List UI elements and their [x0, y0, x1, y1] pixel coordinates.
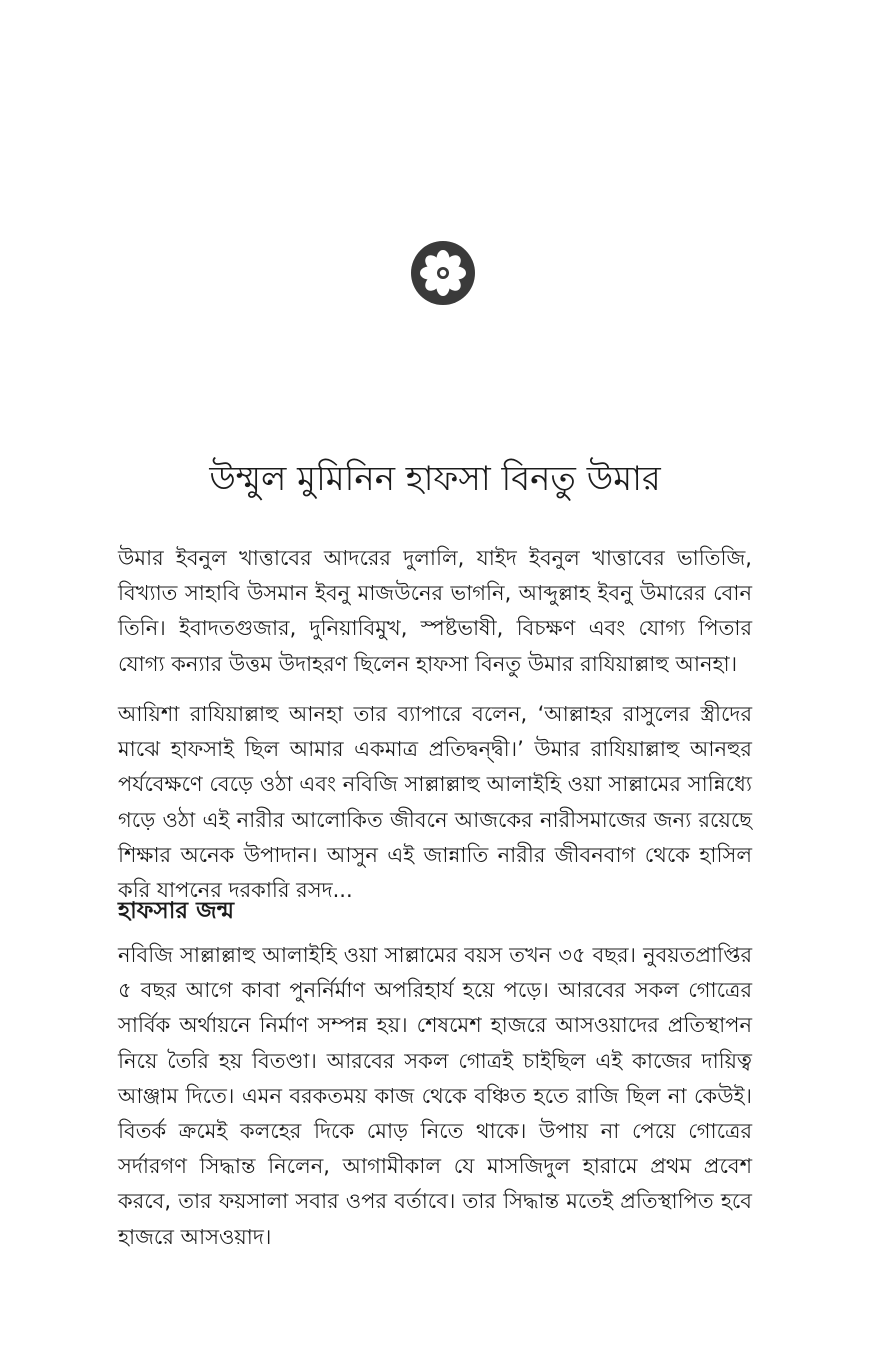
chapter-title: উম্মুল মুমিনিন হাফসা বিনতু উমার — [209, 459, 661, 499]
quote-paragraph: আয়িশা রাযিয়াল্লাহু আনহা তার ব্যাপারে বলেন, ‘আল্লাহর রাসুলের স্ত্রীদের মাঝে হাফসাই ছিল আমার একমাত্র প্রতিদ্বন্দ্বী।’ উমার রাযিয়াল্লাহু আনহুর পর্যবেক্ষণে বেড়ে ওঠা এবং নবিজি সাল্লাল্লাহু আলাইহি ওয়া সাল্লামের সান্নিধ্যে গড়ে ওঠা এই নারীর আলোকিত জীবনে আজকের নারীসমাজের জন্য রয়েছে শিক্ষার অনেক উপাদান। আসুন এই জান্নাতি নারীর জীবনবাগ থেকে হাসিল করি যাপনের দরকারি রসদ... — [118, 702, 752, 903]
section-heading: হাফসার জন্ম — [118, 898, 235, 924]
intro-paragraph: উমার ইবনুল খাত্তাবের আদরের দুলালি, যাইদ ইবনুল খাত্তাবের ভাতিজি, বিখ্যাত সাহাবি উসমান ইবনু মাজউনের ভাগনি, আব্দুল্লাহ ইবনু উমারের বোন তিনি। ইবাদতগুজার, দুনিয়াবিমুখ, স্পষ্টভাষী, বিচক্ষণ এবং যোগ্য পিতার যোগ্য কন্যার উত্তম উদাহরণ ছিলেন হাফসা বিনতু উমার রাযিয়াল্লাহু আনহা। — [118, 546, 752, 676]
section-paragraph: নবিজি সাল্লাল্লাহু আলাইহি ওয়া সাল্লামের বয়স তখন ৩৫ বছর। নুবয়তপ্রাপ্তির ৫ বছর আগে কাবা পুনর্নির্মাণ অপরিহার্য হয়ে পড়ে। আরবের সকল গোত্রের সার্বিক অর্থায়নে নির্মাণ সম্পন্ন হয়। শেষমেশ হাজরে আসওয়াদের প্রতিস্থাপন নিয়ে তৈরি হয় বিতণ্ডা। আরবের সকল গোত্রই চাইছিল এই কাজের দায়িত্ব আঞ্জাম দিতে। এমন বরকতময় কাজ থেকে বঞ্চিত হতে রাজি ছিল না কেউই। বিতর্ক ক্রমেই কলহের দিকে মোড় নিতে থাকে। উপায় না পেয়ে গোত্রের সর্দারগণ সিদ্ধান্ত নিলেন, আগামীকাল যে মাসজিদুল হারামে প্রথম প্রবেশ করবে, তার ফয়সালা সবার ওপর বর্তাবে। তার সিদ্ধান্ত মতেই প্রতিস্থাপিত হবে হাজরে আসওয়াদ। — [118, 943, 752, 1249]
flower-ornament-icon — [409, 239, 477, 307]
